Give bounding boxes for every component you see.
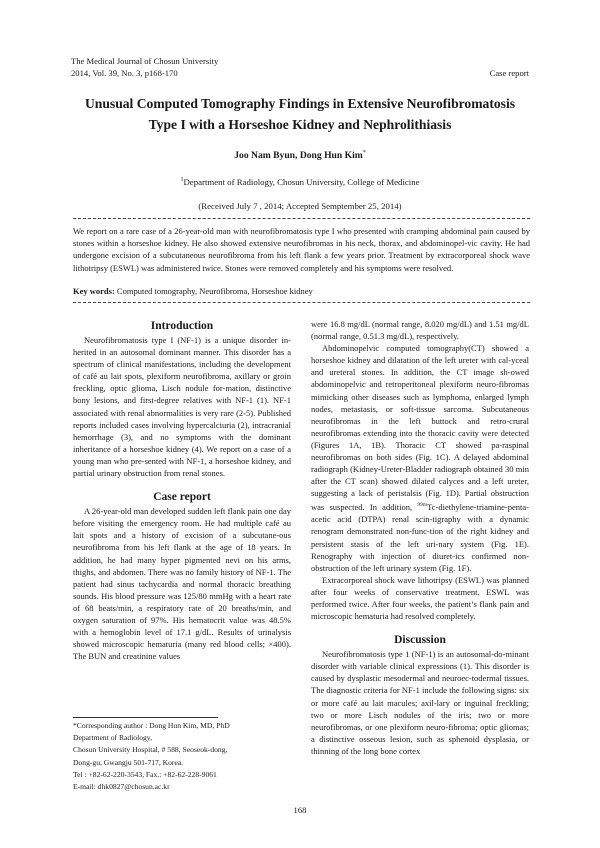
author-names: Joo Nam Byun, Dong Hun Kim <box>234 150 363 162</box>
footnote-line: Dong-gu, Gwangju 501-717, Korea. <box>73 757 184 767</box>
tc-superscript: 99m <box>417 502 428 509</box>
discussion-heading: Discussion <box>394 634 446 647</box>
discussion-paragraph: Neurofibromatosis type 1 (NF-1) is an autosomal-do-minant disorder with variable clinical expressions (1). This disorder is caused by dysplastic mesodermal and neuroec-todermal tissues. The diagnostic criteria for NF-1 include the following signs: six or more café au lait macules; axil-lary or inguinal freckling; two or more Lisch nodules of the iris; two or more neurofibromas, or one plexiform neuro-fibroma; optic gliomas; a distinctive osseous lesion, such as sphenoid dysplasia, or thinning of the long bone cortex <box>311 649 529 756</box>
footnote-line: Chosun University Hospital, # 588, Seoseok-dong, <box>73 745 228 755</box>
corresponding-mark: * <box>362 150 366 156</box>
received-dates: (Received July 7 , 2014; Accepted Semptember 25, 2014) <box>198 201 402 211</box>
intro-paragraph: Neurofibromatosis type I (NF-1) is a unique disorder in-herited in an autosomal dominant manner. This disorder has a spectrum of clinical manifestations, including the development of café au lait spots, plexiform neurofibroma, axillary or groin freckling, optic glioma, Lisch nodule for-mation, distinctive bony lesions, and first-degree relatives with NF-1 (1). NF-1 associated with renal abnormalities is very rare (2-5). Published reports included cases involving hypercalciuria (2), intracranial hemorrhage (3), and no symptoms with the dominant inheritance of a horseshoe kidney (4). We report on a case of a young man who pre-sented with NF-1, a horseshoe kidney, and partial urinary obstruction from renal stones. <box>73 335 291 479</box>
footnote-email: E-mail: dhk0827@chosun.ac.kr <box>73 782 170 792</box>
right-column <box>311 318 529 757</box>
case-heading: Case report <box>153 491 211 504</box>
ct-findings-text-end: Tc-diethylene-triamine-penta-acetic acid (DTPA) renal scin-tigraphy with a dynamic renogram demonstrated non-func-tion of the right kidney and persistent stasis of the left uri-nary system (Fig. 1E). Renography with injection of diuret-ics confirmed non-obstruction of the left urinary system (Fig. 1F). <box>311 502 529 573</box>
divider-top <box>73 218 530 219</box>
footnote-divider <box>73 717 218 718</box>
abstract: We report on a rare case of a 26-year-old man with neurofibromatosis type I who presented with cramping abdominal pain caused by stones within a horseshoe kidney. He also showed extensive neurofibromas in his neck, thorax, and abdominopel-vic cavity. He had undergone excision of a subcutaneous neurofibroma from his left flank a few years prior. Treatment by extracorporeal shock wave lithotripsy (ESWL) was administered twice. Stones were removed completely and his symptoms were resolved. <box>73 226 530 273</box>
correspondence-footnote <box>73 720 291 793</box>
affiliation-mark: 1 <box>180 177 184 184</box>
divider-bottom <box>73 302 530 303</box>
journal-name: The Medical Journal of Chosun University <box>71 56 219 66</box>
affiliation <box>40 177 560 187</box>
article-type: Case report <box>489 68 529 78</box>
keywords-text: Computed tomography, Neurofibroma, Horseshoe kidney <box>116 286 313 296</box>
left-column <box>73 318 291 662</box>
footnote-line: Tel : +82-62-220-3543, Fax.: +82-62-228-9061 <box>73 769 217 779</box>
keywords <box>73 286 530 296</box>
journal-volume: 2014, Vol. 39, No. 3, p168-170 <box>71 67 178 78</box>
footnote-line: Department of Radiology, <box>73 733 153 743</box>
affiliation-text: Department of Radiology, Chosun University, College of Medicine <box>183 177 420 187</box>
title-line-1: Unusual Computed Tomography Findings in Extensive Neurofibromatosis <box>84 96 516 111</box>
intro-heading: Introduction <box>150 320 214 332</box>
article-title <box>40 93 560 135</box>
case-continuation: were 16.8 mg/dL (normal range, 8.020 mg/dL) and 1.51 mg/dL (normal range, 0.51.3 mg/dL), respectively. <box>311 319 529 342</box>
case-paragraph: A 26-year-old man developed sudden left flank pain one day before visiting the emergency room. He had multiple café au lait spots and a history of excision of a subcutane-ous neurofibroma from his left flank at the age of 18 years. In addition, he had many hyper pigmented nevi on his arms, thighs, and abdomen. There was no family history of NF-1. The patient had sinus tachycardia and normal thoracic breathing sounds. His blood pressure was 125/80 mmHg with a heart rate of 68 beats/min, a respiratory rate of 20 breaths/min, and oxygen saturation of 97%. His hematocrit value was 48.5% with a hemoglobin level of 17.1 g/dL. Results of urinalysis showed microscopic hematuria (many red blood cells; ×400). The BUN and creatinine values <box>73 506 291 662</box>
page-number: 168 <box>293 805 307 815</box>
keywords-label: Key words: <box>73 286 115 296</box>
ct-findings-text: Abdominopelvic computed tomography(CT) showed a horseshoe kidney and dilatation of the left ureter with cal-yceal and ureteral stones. In addition, the CT image sh-owed abdominopelvic and retroperitoneal plexiform neuro-fibromas mimicking other diseases such as lymphoma, enlarged lymph nodes, metastasis, or soft-tissue sarcoma. Subcutaneous neurofibromas in the left buttock and retro-crural neurofibromas extending into the thoracic cavity were detected (Figures 1A, 1B). Thoracic CT showed pa-raspinal neurofibromas on both sides (Fig. 1C). A delayed abdominal radiograph (Kidney-Ureter-Bladder radiograph obtained 30 min after the CT scan) showed dilated calyces and a left ureter, suggesting a lack of peristalsis (Fig. 1D). Partial obstruction was suspected. In addition, <box>311 343 529 513</box>
treatment-paragraph: Extracorporeal shock wave lithotripsy (ESWL) was planned after four weeks of conservative treatment. ESWL was performed twice. After four weeks, the patient’s flank pain and microscopic hematuria had resolved completely. <box>311 574 529 622</box>
title-line-2: Type I with a Horseshoe Kidney and Nephrolithiasis <box>148 117 452 132</box>
authors <box>40 150 560 161</box>
ct-findings-paragraph <box>311 342 529 574</box>
journal-info <box>71 56 218 79</box>
footnote-line: *Corresponding author : Dong Hun Kim, MD, PhD <box>73 721 230 730</box>
